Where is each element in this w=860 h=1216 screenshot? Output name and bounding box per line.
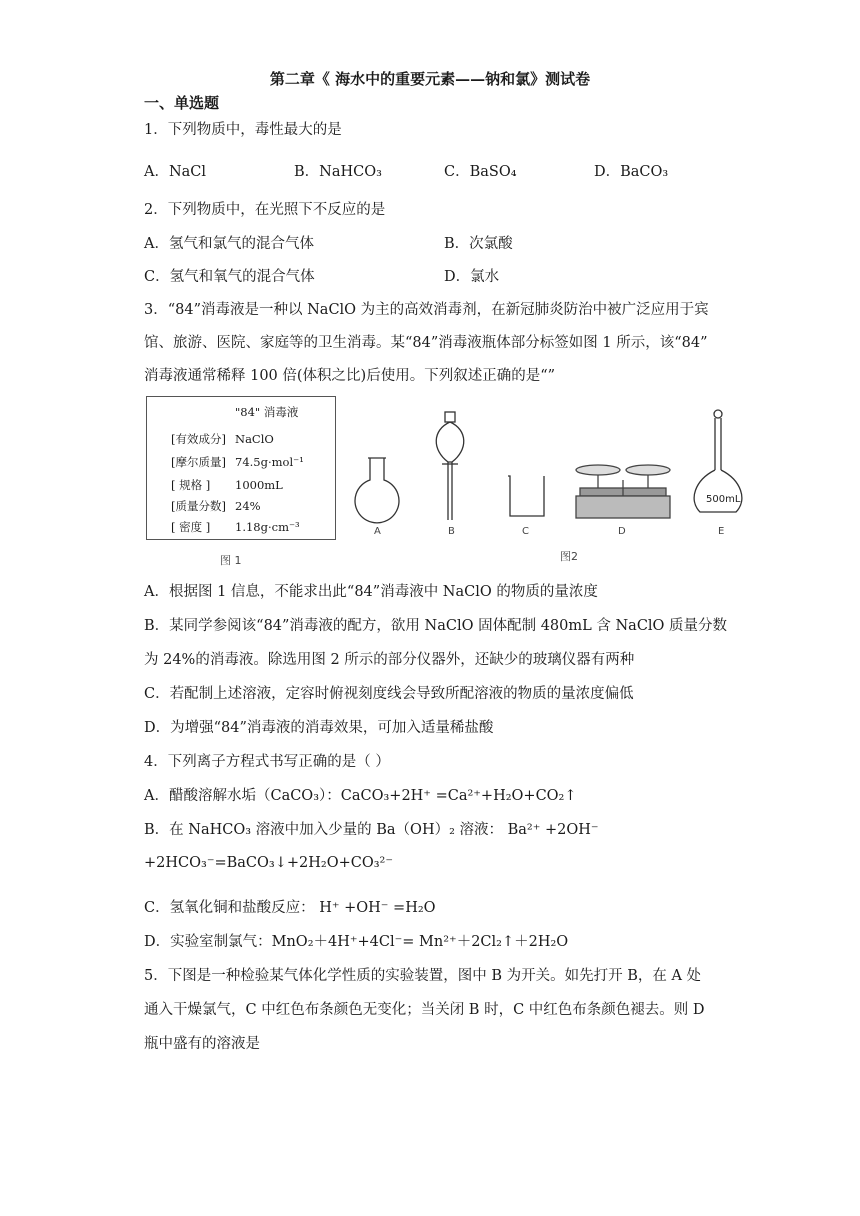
label-row-molar-mass [171,454,304,470]
q3-option-d: D．为增强“84”消毒液的消毒效果，可加入适量稀盐酸 [144,720,494,736]
figure-1-caption: 图 1 [220,554,242,567]
disinfectant-label-figure [146,396,336,540]
document-title: 第二章《 海水中的重要元素——钠和氯》测试卷 [269,70,591,88]
label-value: 74.5g·mol⁻¹ [235,455,304,469]
question-1-stem: 1．下列物质中，毒性最大的是 [144,122,342,138]
q3-option-c: C．若配制上述溶液，定容时俯视刻度线会导致所配溶液的物质的量浓度偏低 [144,686,634,702]
q4-option-a: A．醋酸溶解水垢（CaCO₃）：CaCO₃+2H⁺ =Ca²⁺+H₂O+CO₂↑ [144,788,577,804]
volumetric-flask-volume: 500mL [706,494,741,505]
label-row-volume [171,477,283,493]
apparatus-label-b: B [448,526,455,537]
question-3-line-2: 馆、旅游、医院、家庭等的卫生消毒。某“84”消毒液瓶体部分标签如图 1 所示，该“84” [144,335,708,351]
q2-option-c: C．氢气和氧气的混合气体 [144,269,315,285]
question-5-line-3: 瓶中盛有的溶液是 [144,1036,260,1052]
q2-option-b: B．次氯酸 [444,236,513,252]
balance-scale-icon [576,465,670,518]
question-3-line-1: 3．“84”消毒液是一种以 NaClO 为主的高效消毒剂，在新冠肺炎防治中被广泛应用于宾 [144,302,709,318]
label-row-ingredient [171,431,274,447]
apparatus-label-e: E [718,526,725,537]
label-key: [有效成分] [171,432,226,446]
q1-option-a: A．NaCl [144,164,207,180]
label-row-density [171,519,300,535]
q3-option-a: A．根据图 1 信息，不能求出此“84”消毒液中 NaClO 的物质的量浓度 [144,584,598,600]
label-row-mass-fraction [171,498,261,514]
label-value: 1000mL [235,478,283,492]
beaker-icon [508,476,544,516]
round-bottom-flask-icon [355,458,399,523]
q3-option-b: B．某同学参阅该“84”消毒液的配方，欲用 NaClO 固体配制 480mL 含 NaClO 质量分数 [144,618,728,634]
label-key: [ 密度 ] [171,520,211,534]
apparatus-label-d: D [618,526,626,537]
q3-option-b-continued: 为 24%的消毒液。除选用图 2 所示的部分仪器外，还缺少的玻璃仪器有两种 [144,652,635,668]
apparatus-figure [340,400,760,570]
q4-option-c: C．氢氧化铜和盐酸反应： H⁺ +OH⁻ =H₂O [144,900,436,916]
q1-option-c: C．BaSO₄ [444,164,517,180]
question-3-line-3: 消毒液通常稀释 100 倍(体积之比)后使用。下列叙述正确的是“” [144,368,556,384]
q4-option-b-continued: +2HCO₃⁻=BaCO₃↓+2H₂O+CO₃²⁻ [144,855,393,871]
figure-2-caption: 图2 [560,550,578,563]
label-key: [质量分数] [171,499,226,513]
question-2-stem: 2．下列物质中，在光照下不反应的是 [144,202,386,218]
label-value: NaClO [235,432,274,446]
label-value: 1.18g·cm⁻³ [235,520,300,534]
question-4-stem: 4．下列离子方程式书写正确的是（ ） [144,754,390,770]
q4-option-b: B．在 NaHCO₃ 溶液中加入少量的 Ba（OH）₂ 溶液： Ba²⁺ +2OH⁻ [144,822,599,838]
label-key: [ 规格 ] [171,478,211,492]
section-heading: 一、单选题 [144,94,220,112]
apparatus-label-c: C [522,526,529,537]
q1-option-d: D．BaCO₃ [594,164,669,180]
question-5-line-1: 5．下图是一种检验某气体化学性质的实验装置，图中 B 为开关。如先打开 B，在 A 处 [144,968,702,984]
separatory-funnel-icon [436,412,464,520]
label-key: [摩尔质量] [171,455,226,469]
question-5-line-2: 通入干燥氯气，C 中红色布条颜色无变化；当关闭 B 时，C 中红色布条颜色褪去。则 D [144,1002,705,1018]
label-value: 24% [235,499,261,513]
apparatus-label-a: A [374,526,381,537]
q2-option-d: D．氯水 [444,269,500,285]
q2-option-a: A．氢气和氯气的混合气体 [144,236,314,252]
q1-option-b: B．NaHCO₃ [294,164,382,180]
label-heading: "84" 消毒液 [235,405,299,419]
q4-option-d: D．实验室制氯气：MnO₂＋4H⁺+4Cl⁻= Mn²⁺＋2Cl₂↑＋2H₂O [144,934,569,950]
